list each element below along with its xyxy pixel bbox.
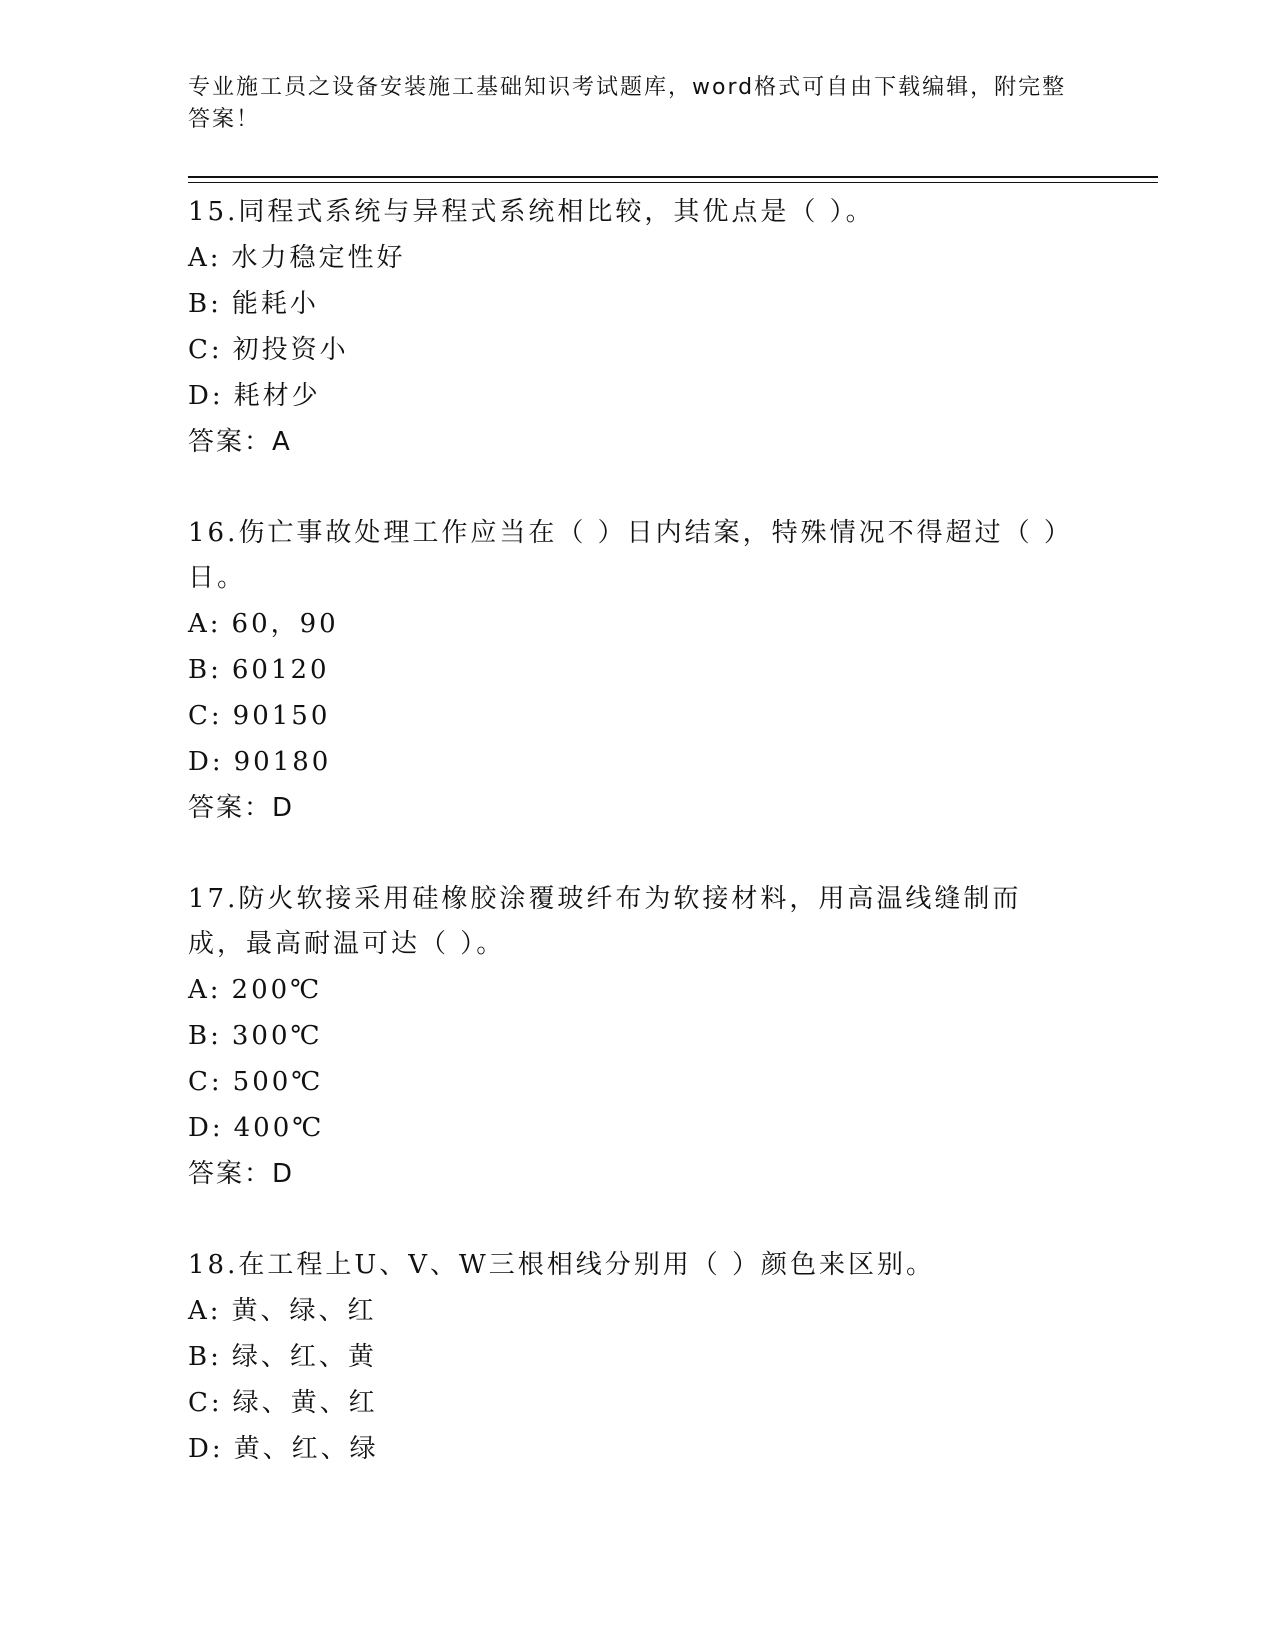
question-17 xyxy=(188,877,1068,1197)
option-text: 能耗小 xyxy=(231,289,319,319)
answer-line: 答案：D xyxy=(188,1159,295,1189)
option-text: 90180 xyxy=(233,747,332,777)
question-list xyxy=(188,190,1068,1518)
option-d xyxy=(188,1426,1068,1472)
option-key: B: xyxy=(188,655,222,685)
option-text: 黄、绿、红 xyxy=(231,1296,377,1326)
option-key: A: xyxy=(188,975,222,1005)
option-d xyxy=(188,373,1068,419)
option-a xyxy=(188,967,1068,1013)
option-c xyxy=(188,693,1068,739)
option-b xyxy=(188,281,1068,327)
option-key: C: xyxy=(188,335,223,365)
option-key: B: xyxy=(188,289,222,319)
option-list xyxy=(188,601,1068,785)
option-b xyxy=(188,647,1068,693)
option-text: 初投资小 xyxy=(232,335,349,365)
option-text: 绿、黄、红 xyxy=(232,1388,378,1418)
header-rule-thick xyxy=(188,176,1158,178)
option-text: 60120 xyxy=(231,655,330,685)
option-key: C: xyxy=(188,701,223,731)
option-text: 黄、红、绿 xyxy=(233,1434,379,1464)
option-key: D: xyxy=(188,1434,224,1464)
option-text: 水力稳定性好 xyxy=(231,243,406,273)
answer-line: 答案：A xyxy=(188,427,292,457)
option-key: D: xyxy=(188,1113,224,1143)
question-stem: 17.防火软接采用硅橡胶涂覆玻纤布为软接材料，用高温线缝制而成，最高耐温可达（ ）。 xyxy=(188,884,1022,959)
option-text: 90150 xyxy=(232,701,331,731)
option-key: D: xyxy=(188,747,224,777)
option-text: 绿、红、黄 xyxy=(231,1342,377,1372)
option-d xyxy=(188,1105,1068,1151)
question-18 xyxy=(188,1243,1068,1472)
option-key: B: xyxy=(188,1021,222,1051)
option-a xyxy=(188,1288,1068,1334)
question-stem: 16.伤亡事故处理工作应当在（ ）日内结案，特殊情况不得超过（ ）日。 xyxy=(188,518,1060,593)
option-c xyxy=(188,1059,1068,1105)
option-list xyxy=(188,235,1068,419)
option-list xyxy=(188,1288,1068,1472)
option-text: 300℃ xyxy=(231,1021,323,1051)
option-d xyxy=(188,739,1068,785)
option-text: 500℃ xyxy=(232,1067,324,1097)
option-text: 200℃ xyxy=(231,975,323,1005)
question-16 xyxy=(188,511,1068,831)
header-rule-thin xyxy=(188,182,1158,183)
option-key: A: xyxy=(188,243,222,273)
option-text: 400℃ xyxy=(233,1113,325,1143)
question-stem: 15.同程式系统与异程式系统相比较，其优点是（ ）。 xyxy=(188,197,875,227)
option-key: B: xyxy=(188,1342,222,1372)
option-text: 耗材少 xyxy=(233,381,321,411)
option-a xyxy=(188,601,1068,647)
option-b xyxy=(188,1334,1068,1380)
question-15 xyxy=(188,190,1068,465)
option-text: 60，90 xyxy=(231,609,339,639)
option-key: D: xyxy=(188,381,224,411)
option-list xyxy=(188,967,1068,1151)
option-key: A: xyxy=(188,1296,222,1326)
option-c xyxy=(188,1380,1068,1426)
option-key: C: xyxy=(188,1388,223,1418)
option-c xyxy=(188,327,1068,373)
question-stem: 18.在工程上U、V、W三根相线分别用（ ）颜色来区别。 xyxy=(188,1250,936,1280)
option-a xyxy=(188,235,1068,281)
option-key: C: xyxy=(188,1067,223,1097)
answer-line: 答案：D xyxy=(188,793,295,823)
option-key: A: xyxy=(188,609,222,639)
document-header: 专业施工员之设备安装施工基础知识考试题库，word格式可自由下载编辑，附完整答案！ xyxy=(188,75,1067,132)
option-b xyxy=(188,1013,1068,1059)
